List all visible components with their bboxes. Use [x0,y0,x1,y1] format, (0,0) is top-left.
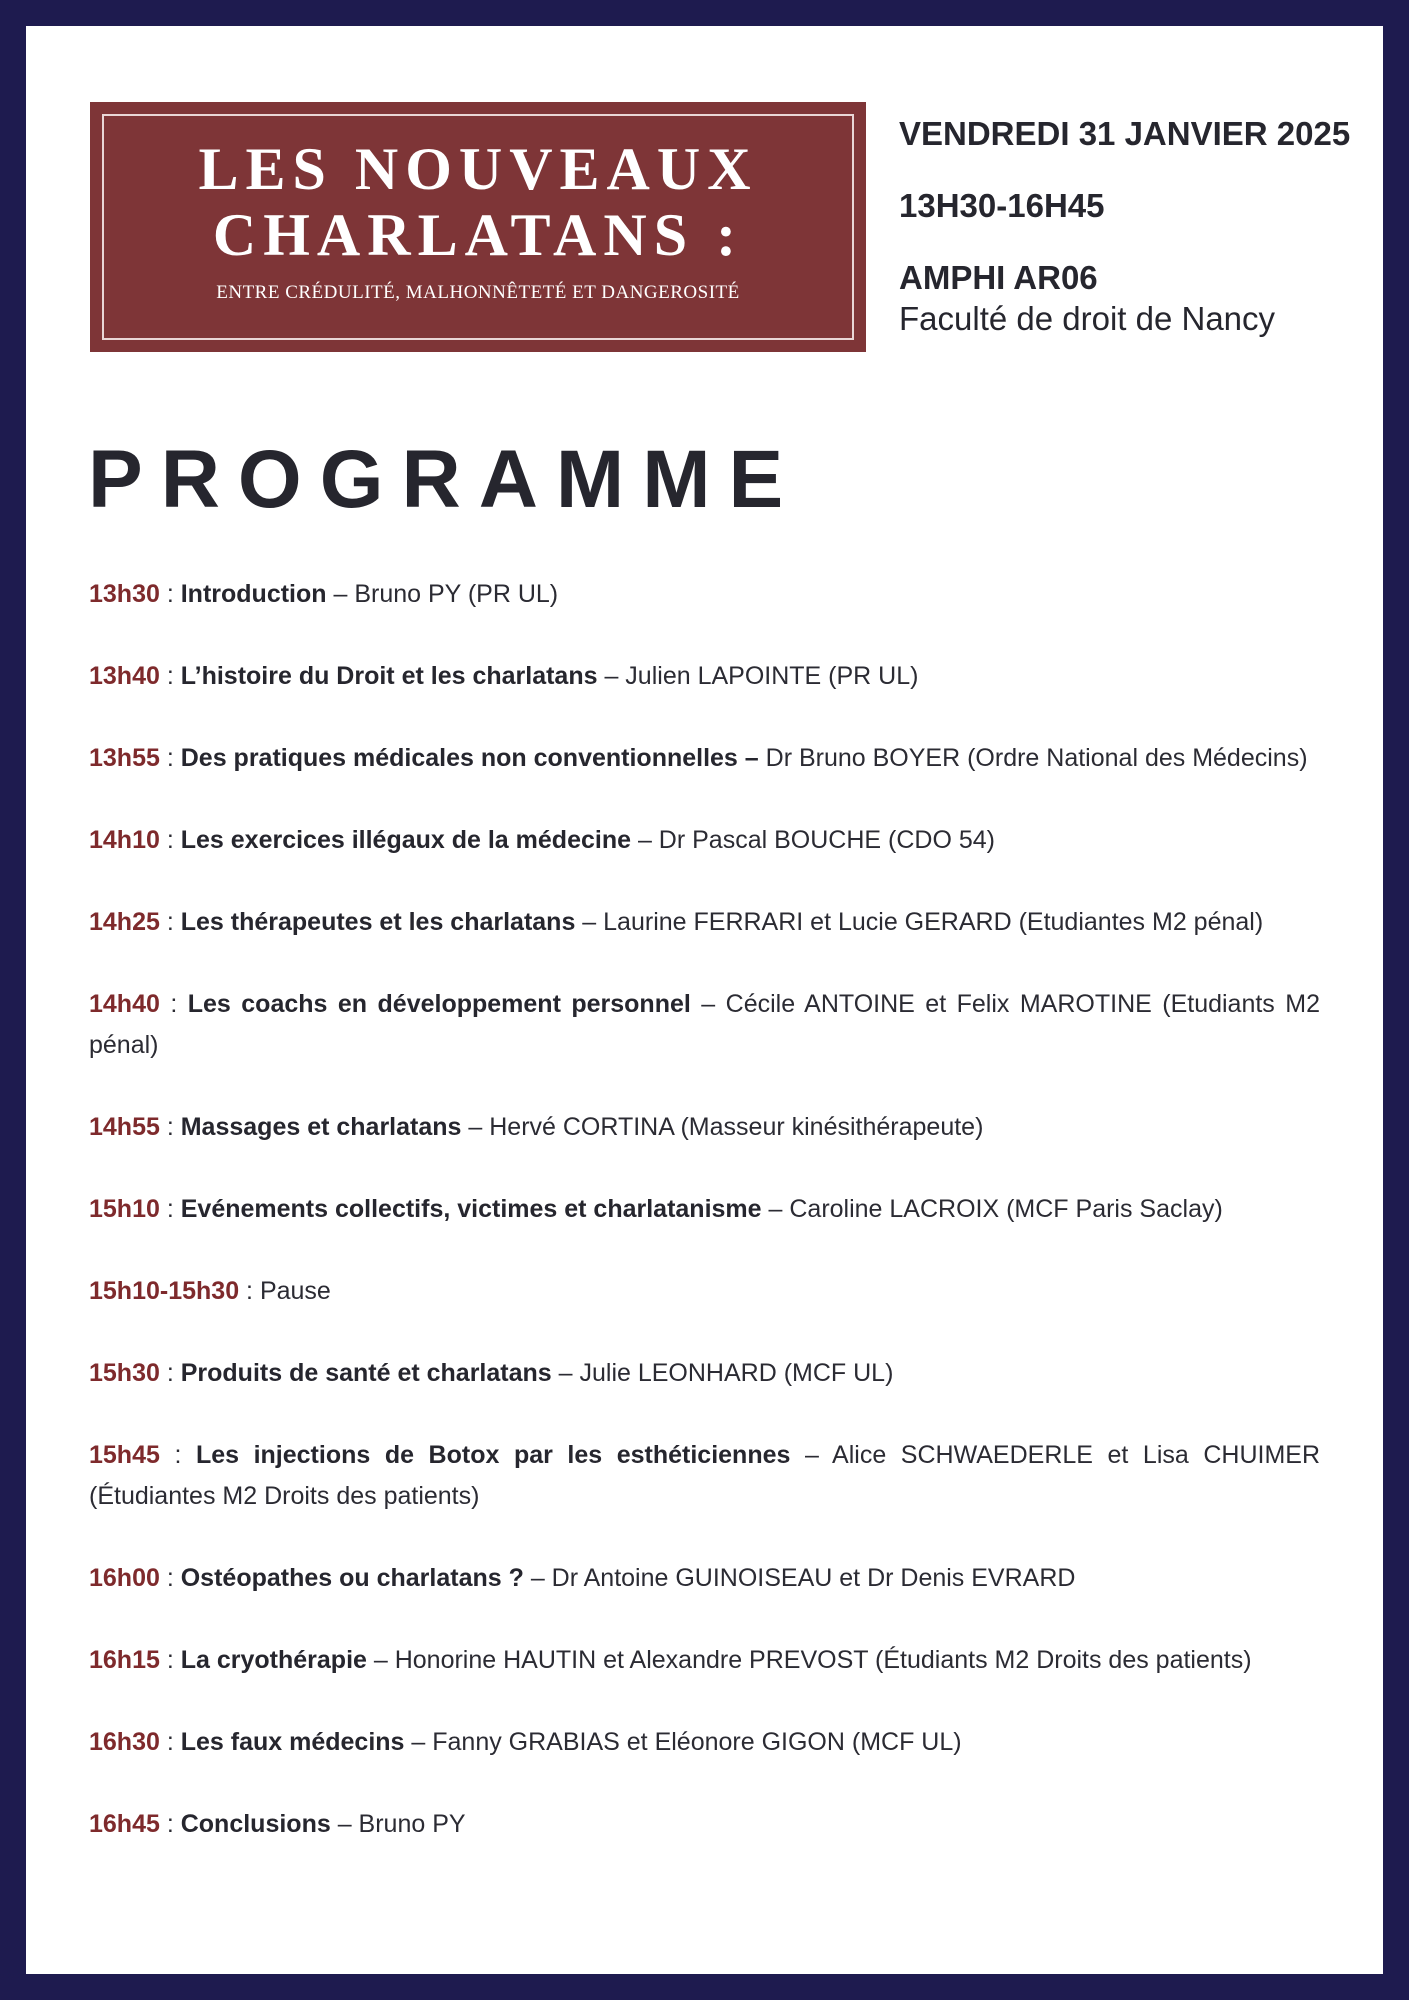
event-room: AMPHI AR06 [899,259,1098,296]
agenda-separator: : [159,580,181,608]
agenda-topic: Les exercices illégaux de la médecine [180,826,631,854]
event-place: Faculté de droit de Nancy [899,300,1276,337]
agenda-topic: Conclusions [180,1810,331,1838]
agenda-speaker: Dr Bruno BOYER (Ordre National des Médecins) [758,744,1308,772]
agenda-time: 13h55 [89,744,160,772]
agenda-time: 14h10 [89,826,160,854]
agenda-item [89,1640,1320,1681]
agenda-speaker: – Bruno PY (PR UL) [326,580,559,608]
agenda-time: 15h45 [89,1441,160,1469]
agenda-time: 15h30 [89,1359,160,1387]
agenda-separator: : [159,1113,181,1141]
agenda-separator: : [159,662,181,690]
agenda-speaker: – Honorine HAUTIN et Alexandre PREVOST (Étudiants M2 Droits des patients) [366,1646,1252,1674]
agenda-item [89,738,1320,779]
event-date: VENDREDI 31 JANVIER 2025 [899,115,1351,152]
agenda-speaker: – Hervé CORTINA (Masseur kinésithérapeute) [461,1113,984,1141]
agenda-time: 16h45 [89,1810,160,1838]
agenda-separator: : [159,1646,181,1674]
agenda-speaker: – Dr Pascal BOUCHE (CDO 54) [631,826,995,854]
agenda-time: 15h10 [89,1195,160,1223]
agenda-item [89,902,1320,943]
agenda-speaker: – Julie LEONHARD (MCF UL) [551,1359,894,1387]
agenda-time: 14h25 [89,908,160,936]
programme-title: PROGRAMME [88,434,802,525]
poster-page [26,26,1383,1974]
agenda-time: 16h30 [89,1728,160,1756]
agenda-topic: Des pratiques médicales non conventionnelles – [180,744,759,772]
agenda-item [89,1189,1320,1230]
agenda-topic: Les thérapeutes et les charlatans [180,908,576,936]
agenda-separator: : [159,1564,181,1592]
agenda-item [89,1271,1320,1312]
agenda-speaker: – Caroline LACROIX (MCF Paris Saclay) [761,1195,1223,1223]
title-line-1: LES NOUVEAUX [198,136,758,202]
agenda-speaker: – Fanny GRABIAS et Eléonore GIGON (MCF UL) [404,1728,962,1756]
agenda-topic: Ostéopathes ou charlatans ? [180,1564,524,1592]
agenda-time: 16h15 [89,1646,160,1674]
agenda-speaker: – Julien LAPOINTE (PR UL) [597,662,919,690]
agenda-separator: : [159,1810,181,1838]
title-line-2: CHARLATANS : [212,202,744,268]
agenda-topic: Introduction [180,580,327,608]
agenda-time: 13h30 [89,580,160,608]
agenda-separator: : [159,826,181,854]
agenda-time: 15h10-15h30 [89,1277,240,1305]
agenda-separator: : [159,744,181,772]
title-frame [102,114,854,340]
agenda-item [89,574,1320,615]
agenda-topic: Evénements collectifs, victimes et charlatanisme [180,1195,762,1223]
agenda-separator: : [239,1277,260,1305]
agenda-time: 14h40 [89,990,160,1018]
agenda-speaker: – Laurine FERRARI et Lucie GERARD (Etudiantes M2 pénal) [575,908,1264,936]
agenda-separator: : [159,1728,181,1756]
agenda-separator: : [159,908,181,936]
title-banner [90,102,866,352]
agenda-separator: : [159,1195,181,1223]
event-time: 13H30-16H45 [899,187,1105,224]
agenda-time: 14h55 [89,1113,160,1141]
agenda-item [89,984,1320,1066]
agenda-time: 16h00 [89,1564,160,1592]
agenda-speaker: – Bruno PY [330,1810,466,1838]
agenda-separator: : [159,1441,196,1469]
agenda-item [89,1353,1320,1394]
agenda-topic: Massages et charlatans [180,1113,462,1141]
agenda-list [89,574,1320,1845]
agenda-speaker: Pause [259,1277,331,1305]
event-info [899,114,1369,340]
agenda-separator: : [159,1359,181,1387]
agenda-item [89,1722,1320,1763]
agenda-speaker: – Alice SCHWAEDERLE et Lisa CHUIMER (Étudiantes M2 Droits des patients) [89,1441,1320,1510]
agenda-item [89,1435,1320,1517]
agenda-item [89,1804,1320,1845]
agenda-item [89,820,1320,861]
agenda-topic: La cryothérapie [180,1646,367,1674]
subtitle: ENTRE CRÉDULITÉ, MALHONNÊTETÉ ET DANGEROSITÉ [216,282,740,303]
agenda-topic: Les faux médecins [180,1728,405,1756]
agenda-topic: L’histoire du Droit et les charlatans [180,662,598,690]
agenda-topic: Les coachs en développement personnel [187,990,691,1018]
agenda-item [89,656,1320,697]
agenda-item [89,1107,1320,1148]
agenda-separator: : [159,990,188,1018]
agenda-speaker: – Cécile ANTOINE et Felix MAROTINE (Etudiants M2 pénal) [89,990,1320,1059]
agenda-item [89,1558,1320,1599]
agenda-topic: Produits de santé et charlatans [180,1359,552,1387]
agenda-speaker: – Dr Antoine GUINOISEAU et Dr Denis EVRARD [523,1564,1076,1592]
agenda-topic: Les injections de Botox par les esthéticiennes [195,1441,791,1469]
agenda-time: 13h40 [89,662,160,690]
